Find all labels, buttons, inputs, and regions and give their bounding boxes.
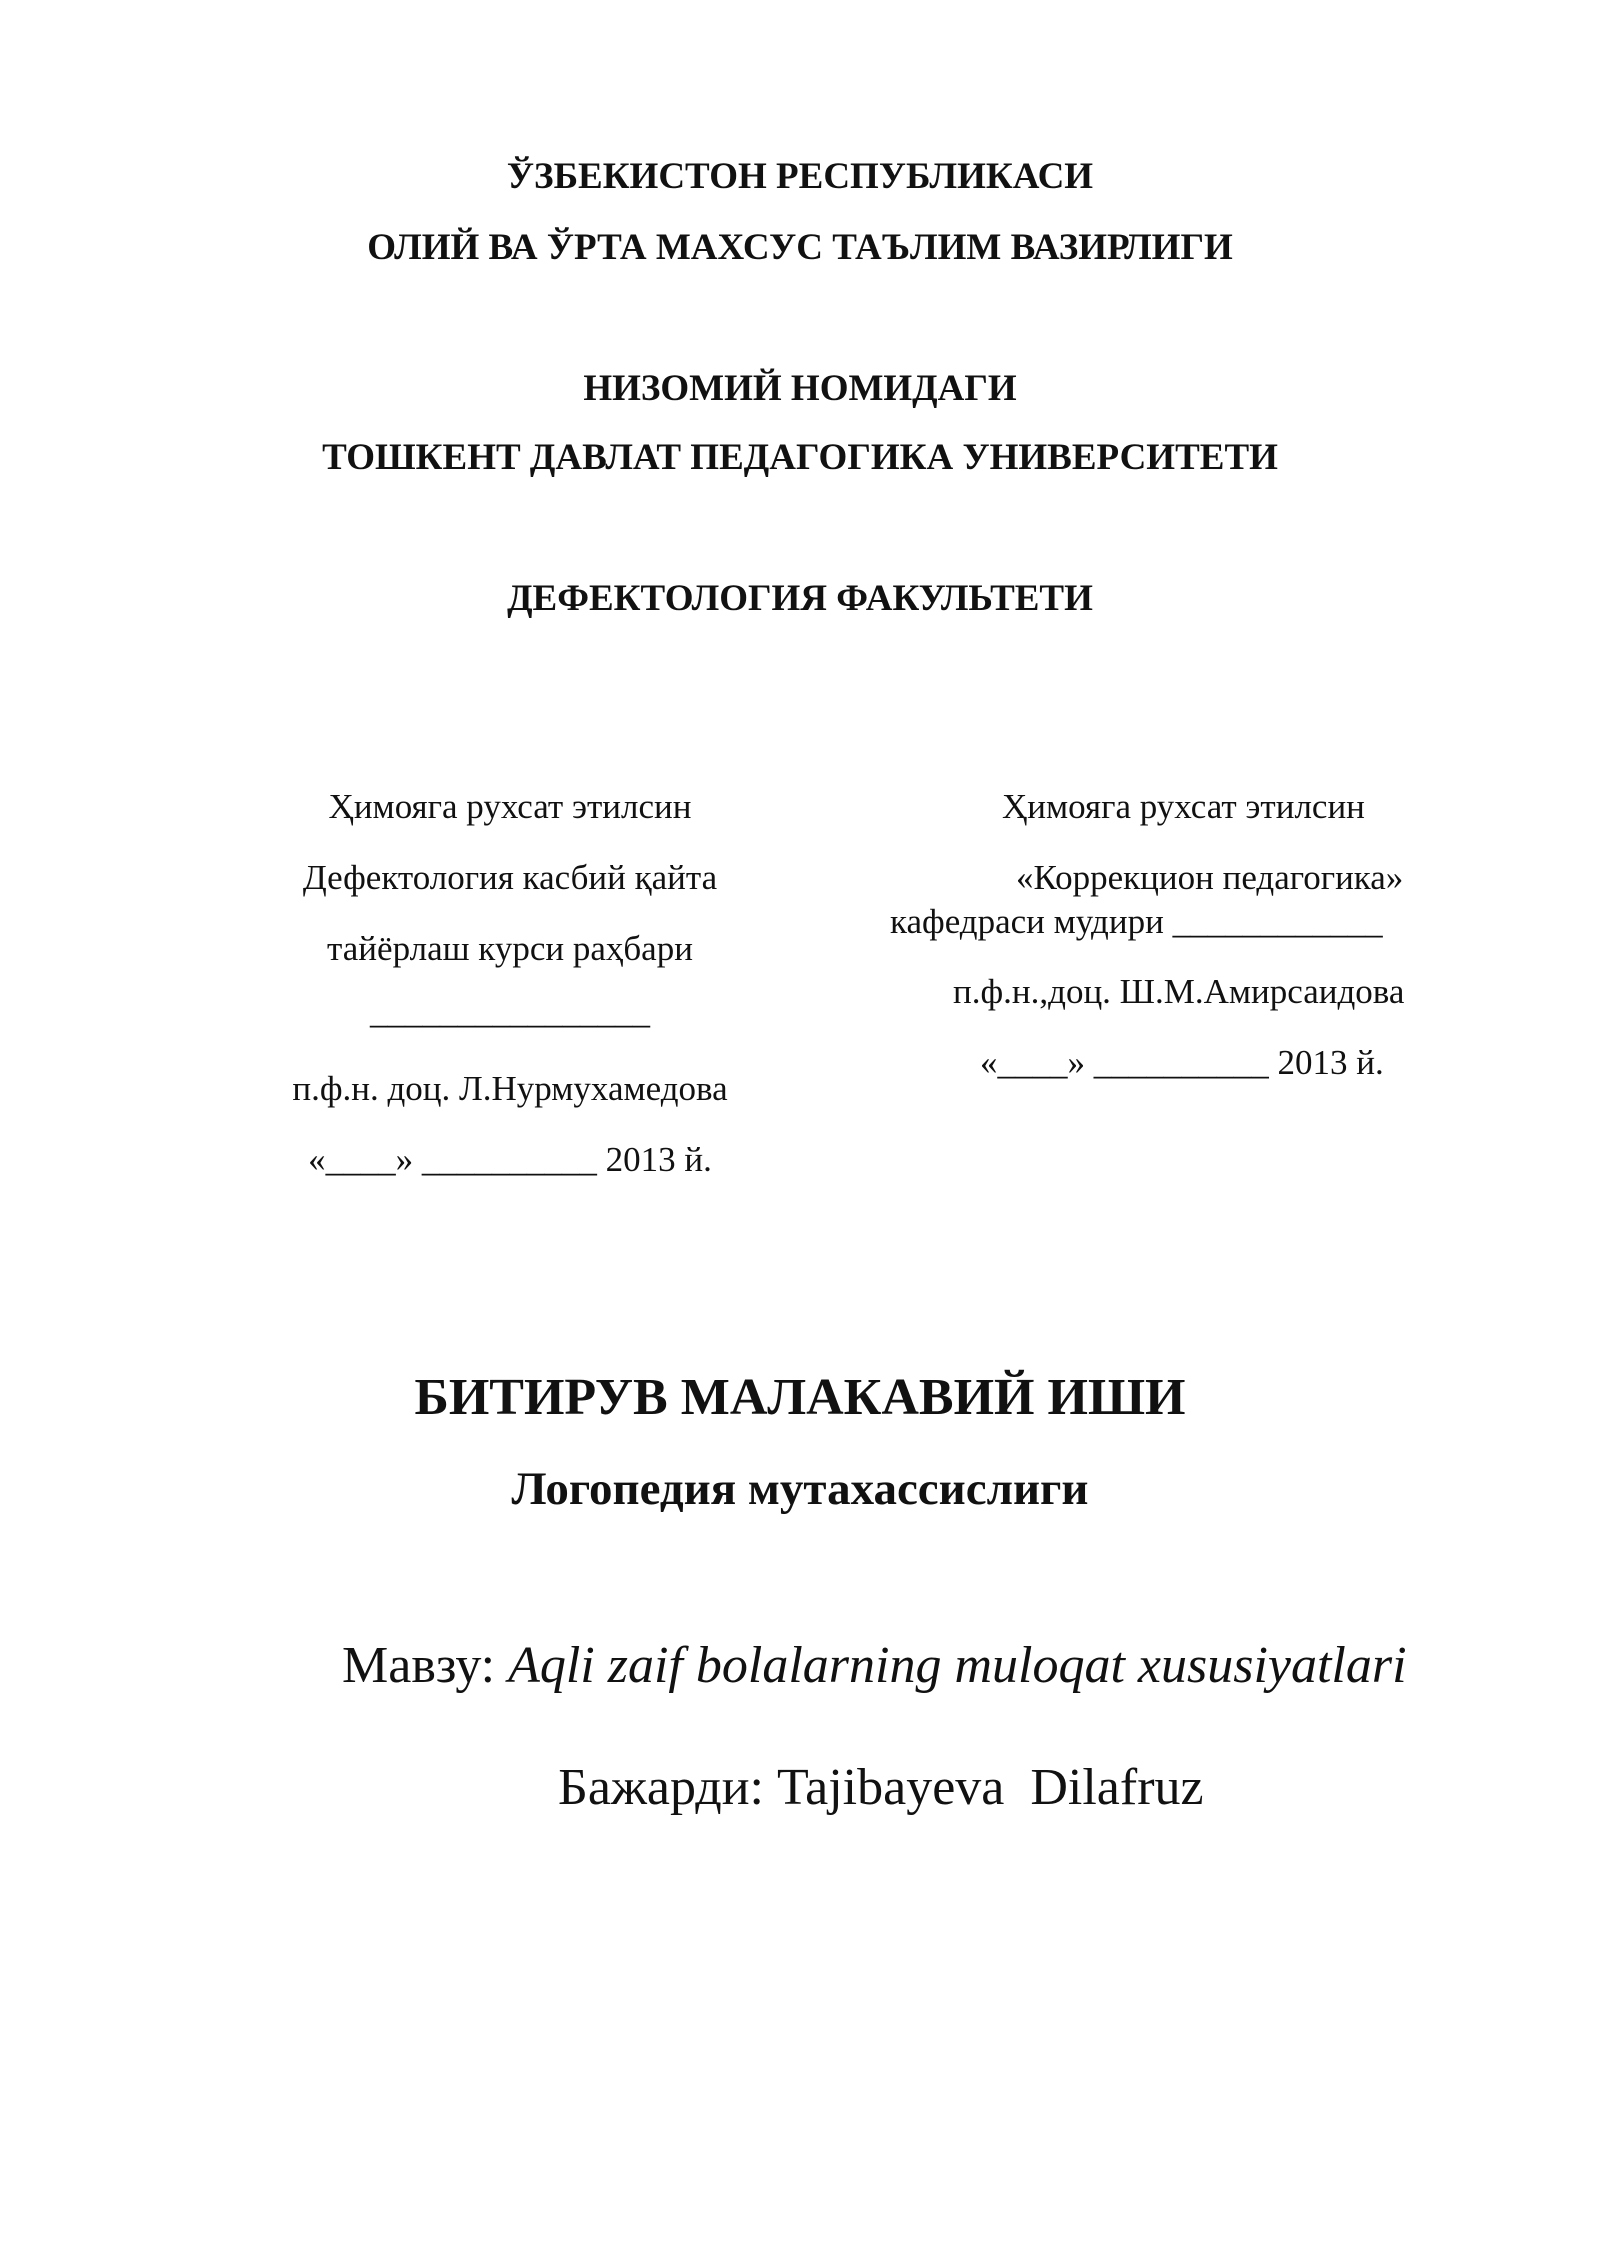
approval-left-permit: Ҳимояга рухсат этилсин [328, 787, 692, 826]
approval-right-person: п.ф.н.,доц. Ш.М.Амирсаидова [953, 972, 1405, 1011]
header-country: ЎЗБЕКИСТОН РЕСПУБЛИКАСИ [506, 156, 1094, 197]
approval-left-role-1: Дефектология касбий қайта [302, 858, 718, 897]
approval-right-permit: Ҳимояга рухсат этилсин [1002, 787, 1365, 826]
header-ministry: ОЛИЙ ВА ЎРТА МАХСУС ТАЪЛИМ ВАЗИРЛИГИ [367, 227, 1233, 268]
topic-label: Мавзу: [342, 1637, 509, 1694]
work-specialty: Логопедия мутахассислиги [511, 1463, 1089, 1515]
header-faculty: ДЕФЕКТОЛОГИЯ ФАКУЛЬТЕТИ [507, 578, 1093, 619]
approval-right-role-1: «Коррекцион педагогика» [1016, 858, 1404, 897]
author-label: Бажарди: [558, 1759, 777, 1816]
topic-value: Aqli zaif bolalarning muloqat xususiyatlari [508, 1637, 1407, 1694]
approval-right-role-2: кафедраси мудири ____________ [890, 902, 1383, 941]
approval-left-signature-line: ________________ [370, 992, 650, 1031]
work-title: БИТИРУВ МАЛАКАВИЙ ИШИ [414, 1369, 1186, 1426]
approval-left-person: п.ф.н. доц. Л.Нурмухамедова [292, 1069, 728, 1108]
work-topic [342, 1637, 1407, 1694]
author-value: Tajibayeva Dilafruz [777, 1759, 1204, 1816]
approval-left-date: «____» __________ 2013 й. [308, 1140, 712, 1179]
approval-left-role-2: тайёрлаш курси раҳбари [327, 929, 693, 968]
approval-right-date: «____» __________ 2013 й. [980, 1043, 1384, 1082]
header-named-after: НИЗОМИЙ НОМИДАГИ [583, 368, 1017, 409]
work-author [558, 1759, 1204, 1816]
header-university: ТОШКЕНТ ДАВЛАТ ПЕДАГОГИКА УНИВЕРСИТЕТИ [322, 437, 1278, 478]
